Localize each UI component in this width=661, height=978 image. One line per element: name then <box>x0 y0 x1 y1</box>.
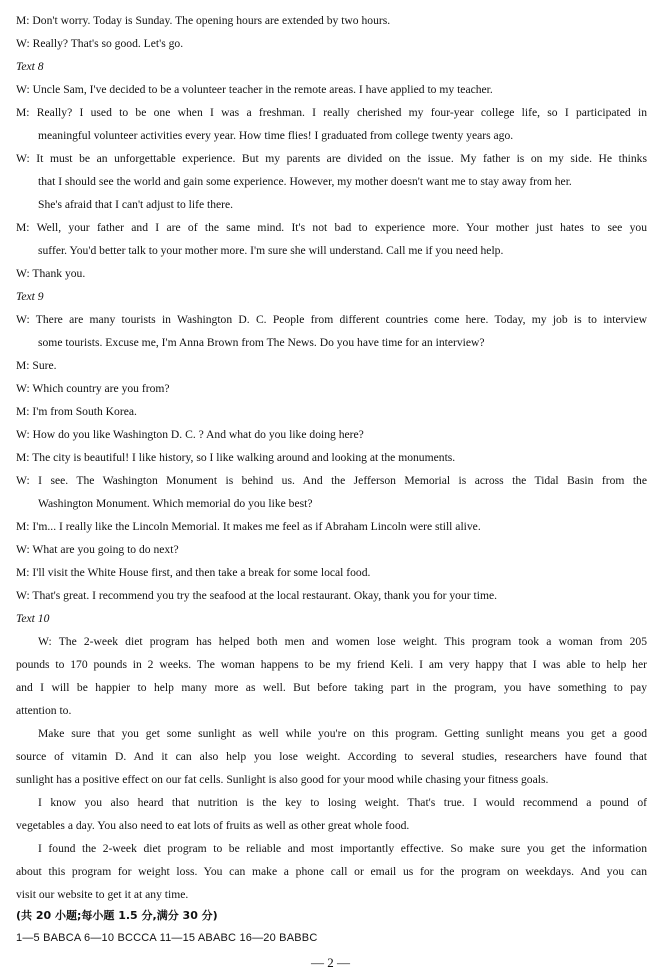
monologue-line: W: The 2-week diet program has helped both men and women lose weight. This program took a woman from 205 <box>38 635 647 648</box>
score-note: (共 20 小题;每小题 1.5 分,满分 30 分) <box>16 909 218 922</box>
monologue-line: vegetables a day. You also need to eat lots of fruits as well as other great whole food. <box>16 819 410 832</box>
dialogue-line: M: Sure. <box>16 359 57 372</box>
dialogue-line: M: I'm... I really like the Lincoln Memorial. It makes me feel as if Abraham Lincoln were still alive. <box>16 520 481 533</box>
monologue-line: I know you also heard that nutrition is the key to losing weight. That's true. I would recommend a pound of <box>38 796 647 809</box>
dialogue-line: W: What are you going to do next? <box>16 543 179 556</box>
dialogue-line: W: Thank you. <box>16 267 86 280</box>
dialogue-line: M: Really? I used to be one when I was a freshman. I really cherished my four-year college life, so I participated in <box>16 106 647 119</box>
monologue-line: I found the 2-week diet program to be reliable and most importantly effective. So make sure you get the information <box>38 842 647 855</box>
monologue-line: source of vitamin D. And it can also help you lose weight. According to several studies, researchers have found that <box>16 750 647 763</box>
monologue-line: visit our website to get it at any time. <box>16 888 189 901</box>
dialogue-line: W: I see. The Washington Monument is behind us. And the Jefferson Memorial is across the Tidal Basin from the <box>16 474 647 487</box>
monologue-line: about this program for weight loss. You can make a phone call or email us for the program on weekdays. And you can <box>16 865 647 878</box>
monologue-line: sunlight has a positive effect on our fat cells. Sunlight is also good for your mood while chasing your fitness goals. <box>16 773 549 786</box>
dialogue-continuation: meaningful volunteer activities every year. How time flies! I graduated from college twenty years ago. <box>38 129 514 142</box>
dialogue-line: W: There are many tourists in Washington D. C. People from different countries come here. Today, my job is to interview <box>16 313 647 326</box>
dialogue-line: M: I'm from South Korea. <box>16 405 137 418</box>
dialogue-continuation: She's afraid that I can't adjust to life there. <box>38 198 234 211</box>
section-label: Text 10 <box>16 612 50 625</box>
dialogue-continuation: some tourists. Excuse me, I'm Anna Brown from The News. Do you have time for an interview? <box>38 336 485 349</box>
dialogue-line: M: The city is beautiful! I like history, so I like walking around and looking at the monuments. <box>16 451 456 464</box>
monologue-line: attention to. <box>16 704 72 717</box>
dialogue-continuation: that I should see the world and gain some experience. However, my mother doesn't want me to stay away from her. <box>38 175 572 188</box>
answer-key: 1—5 BABCA 6—10 BCCCA 11—15 ABABC 16—20 BABBC <box>16 932 318 944</box>
section-label: Text 9 <box>16 290 44 303</box>
dialogue-line: W: How do you like Washington D. C. ? And what do you like doing here? <box>16 428 364 441</box>
dialogue-line: W: It must be an unforgettable experience. But my parents are divided on the issue. My father is on my side. He thinks <box>16 152 647 165</box>
dialogue-line: W: Really? That's so good. Let's go. <box>16 37 184 50</box>
dialogue-continuation: Washington Monument. Which memorial do you like best? <box>38 497 313 510</box>
dialogue-continuation: suffer. You'd better talk to your mother more. I'm sure she will understand. Call me if you need help. <box>38 244 504 257</box>
dialogue-line: W: Uncle Sam, I've decided to be a volunteer teacher in the remote areas. I have applied to my teacher. <box>16 83 493 96</box>
monologue-line: pounds to 170 pounds in 2 weeks. The woman happens to be my friend Keli. I am very happy that I was able to help her <box>16 658 647 671</box>
dialogue-line: M: I'll visit the White House first, and then take a break for some local food. <box>16 566 371 579</box>
section-label: Text 8 <box>16 60 44 73</box>
dialogue-line: W: Which country are you from? <box>16 382 170 395</box>
dialogue-line: W: That's great. I recommend you try the seafood at the local restaurant. Okay, thank you for your time. <box>16 589 498 602</box>
dialogue-line: M: Don't worry. Today is Sunday. The opening hours are extended by two hours. <box>16 14 391 27</box>
dialogue-line: M: Well, your father and I are of the same mind. It's not bad to experience more. Your mother just hates to see you <box>16 221 647 234</box>
monologue-line: and I will be happier to help many more as well. But before taking part in the program, you have something to pay <box>16 681 647 694</box>
page-number: — 2 — <box>311 955 350 970</box>
monologue-line: Make sure that you get some sunlight as well while you're on this program. Getting sunlight means you get a good <box>38 727 647 740</box>
